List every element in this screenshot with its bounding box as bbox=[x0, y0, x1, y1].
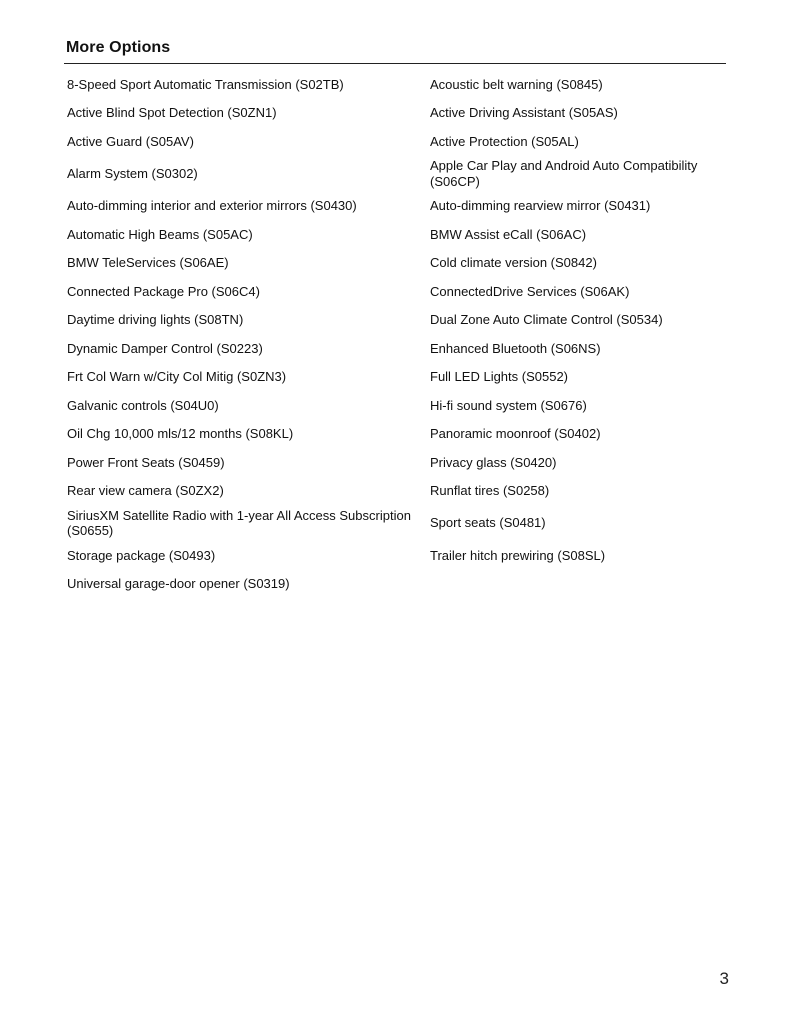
option-item: Active Blind Spot Detection (S0ZN1) bbox=[67, 105, 277, 120]
option-item: Rear view camera (S0ZX2) bbox=[67, 483, 224, 498]
option-item: BMW TeleServices (S06AE) bbox=[67, 255, 229, 270]
option-row bbox=[67, 541, 727, 570]
option-item: Connected Package Pro (S06C4) bbox=[67, 283, 260, 299]
option-row bbox=[67, 249, 727, 278]
section-title: More Options bbox=[66, 39, 171, 56]
option-row bbox=[67, 477, 727, 506]
option-row bbox=[67, 277, 727, 306]
option-item: Enhanced Bluetooth (S06NS) bbox=[430, 340, 601, 356]
option-item: Trailer hitch prewiring (S08SL) bbox=[430, 547, 606, 563]
option-item: Privacy glass (S0420) bbox=[430, 454, 557, 470]
option-item: Auto-dimming rearview mirror (S0431) bbox=[430, 198, 651, 213]
option-item: Galvanic controls (S04U0) bbox=[67, 397, 219, 413]
option-item: Cold climate version (S0842) bbox=[430, 255, 597, 270]
option-row bbox=[67, 220, 727, 249]
option-row bbox=[67, 505, 727, 541]
option-row bbox=[67, 363, 727, 392]
option-row bbox=[67, 99, 727, 128]
options-table bbox=[67, 70, 727, 598]
option-item: Hi-fi sound system (S0676) bbox=[430, 397, 587, 413]
option-row bbox=[67, 192, 727, 221]
option-item: Frt Col Warn w/City Col Mitig (S0ZN3) bbox=[67, 369, 287, 384]
option-row bbox=[67, 127, 727, 156]
option-row bbox=[67, 156, 727, 192]
option-item: Sport seats (S0481) bbox=[430, 515, 546, 531]
option-item: Automatic High Beams (S05AC) bbox=[67, 226, 253, 242]
option-item: Daytime driving lights (S08TN) bbox=[67, 312, 244, 327]
option-row bbox=[67, 391, 727, 420]
option-item: Auto-dimming interior and exterior mirrors (S0430) bbox=[67, 198, 357, 213]
option-item: Runflat tires (S0258) bbox=[430, 483, 550, 498]
option-item: Oil Chg 10,000 mls/12 months (S08KL) bbox=[67, 426, 294, 441]
option-row bbox=[67, 448, 727, 477]
option-row bbox=[67, 70, 727, 99]
option-item: Dual Zone Auto Climate Control (S0534) bbox=[430, 312, 663, 327]
option-item: Full LED Lights (S0552) bbox=[430, 369, 569, 384]
option-item: Panoramic moonroof (S0402) bbox=[430, 426, 601, 441]
page-number: 3 bbox=[719, 969, 729, 988]
title-divider bbox=[64, 63, 726, 64]
option-item: Alarm System (S0302) bbox=[67, 165, 198, 181]
option-item: Active Driving Assistant (S05AS) bbox=[430, 105, 618, 120]
option-row bbox=[67, 420, 727, 449]
option-row bbox=[67, 306, 727, 335]
option-item: 8-Speed Sport Automatic Transmission (S02TB) bbox=[67, 76, 344, 92]
option-row bbox=[67, 570, 727, 599]
option-item: ConnectedDrive Services (S06AK) bbox=[430, 283, 630, 299]
option-item: Active Protection (S05AL) bbox=[430, 133, 579, 149]
option-item: BMW Assist eCall (S06AC) bbox=[430, 226, 587, 242]
option-item: SiriusXM Satellite Radio with 1-year All Access Subscription (S0655) bbox=[67, 507, 411, 538]
option-item: Universal garage-door opener (S0319) bbox=[67, 576, 290, 591]
option-item: Storage package (S0493) bbox=[67, 547, 216, 563]
option-row bbox=[67, 334, 727, 363]
option-item: Acoustic belt warning (S0845) bbox=[430, 76, 603, 92]
option-item: Active Guard (S05AV) bbox=[67, 133, 194, 149]
option-item: Apple Car Play and Android Auto Compatibility (S06CP) bbox=[430, 158, 698, 189]
option-item: Dynamic Damper Control (S0223) bbox=[67, 340, 263, 356]
option-item: Power Front Seats (S0459) bbox=[67, 454, 225, 470]
